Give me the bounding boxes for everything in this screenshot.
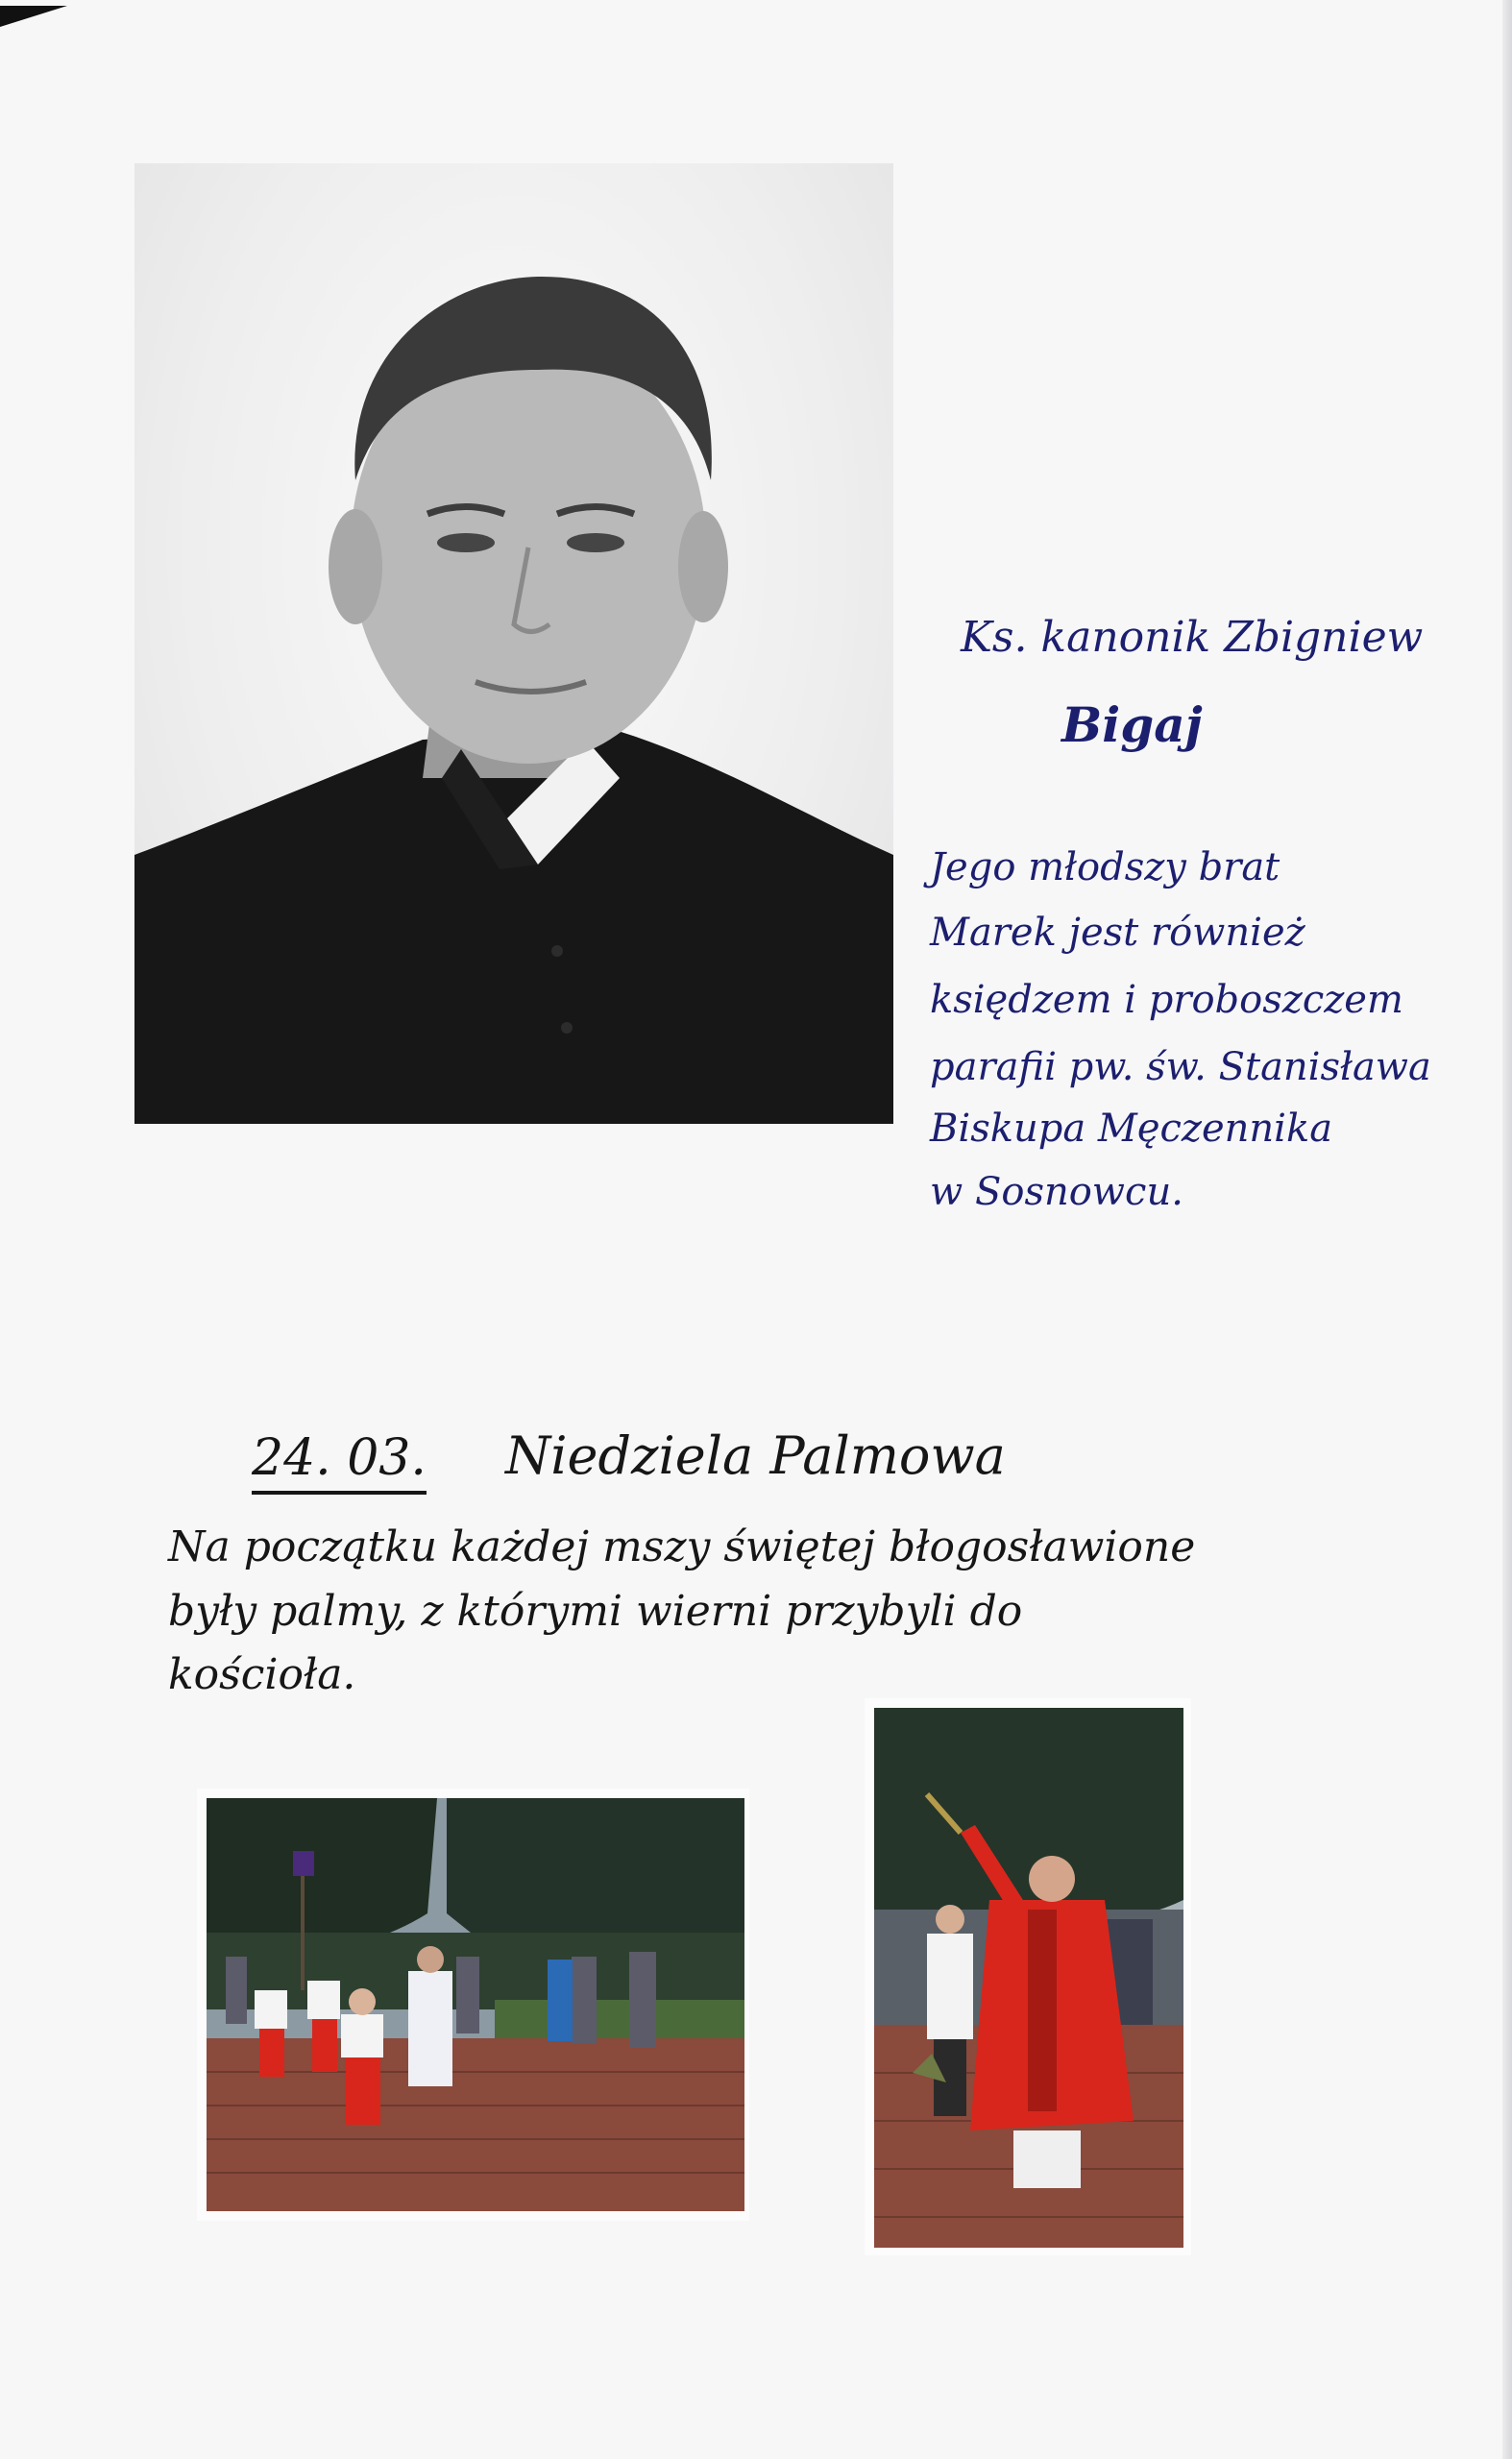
page-corner-mark xyxy=(0,6,67,27)
portrait-illustration xyxy=(134,163,893,1124)
procession-photo xyxy=(207,1798,744,2211)
entry-title: Niedziela Palmowa xyxy=(505,1425,1006,1486)
blessing-scene xyxy=(874,1708,1183,2248)
portrait-caption-surname: Bigaj xyxy=(1061,696,1203,753)
note-line-4: parafii pw. św. Stanisława xyxy=(930,1045,1431,1089)
portrait-caption-name: Ks. kanonik Zbigniew xyxy=(961,613,1424,662)
note-line-6: w Sosnowcu. xyxy=(930,1170,1183,1214)
priest-portrait-photo xyxy=(134,163,893,1124)
procession-scene xyxy=(207,1798,744,2211)
note-line-3: księdzem i proboszczem xyxy=(930,978,1403,1022)
entry-text-line-2: były palmy, z którymi wierni przybyli do xyxy=(168,1587,1023,1636)
entry-text-line-1: Na początku każdej mszy świętej błogosławione xyxy=(168,1522,1196,1571)
entry-date: 24. 03. xyxy=(252,1429,427,1495)
note-line-2: Marek jest również xyxy=(930,911,1305,955)
page-edge-shadow xyxy=(1502,0,1512,2459)
note-line-1: Jego młodszy brat xyxy=(930,845,1280,889)
entry-text-line-3: kościoła. xyxy=(168,1650,356,1699)
note-line-5: Biskupa Męczennika xyxy=(930,1107,1333,1151)
blessing-photo xyxy=(874,1708,1183,2248)
